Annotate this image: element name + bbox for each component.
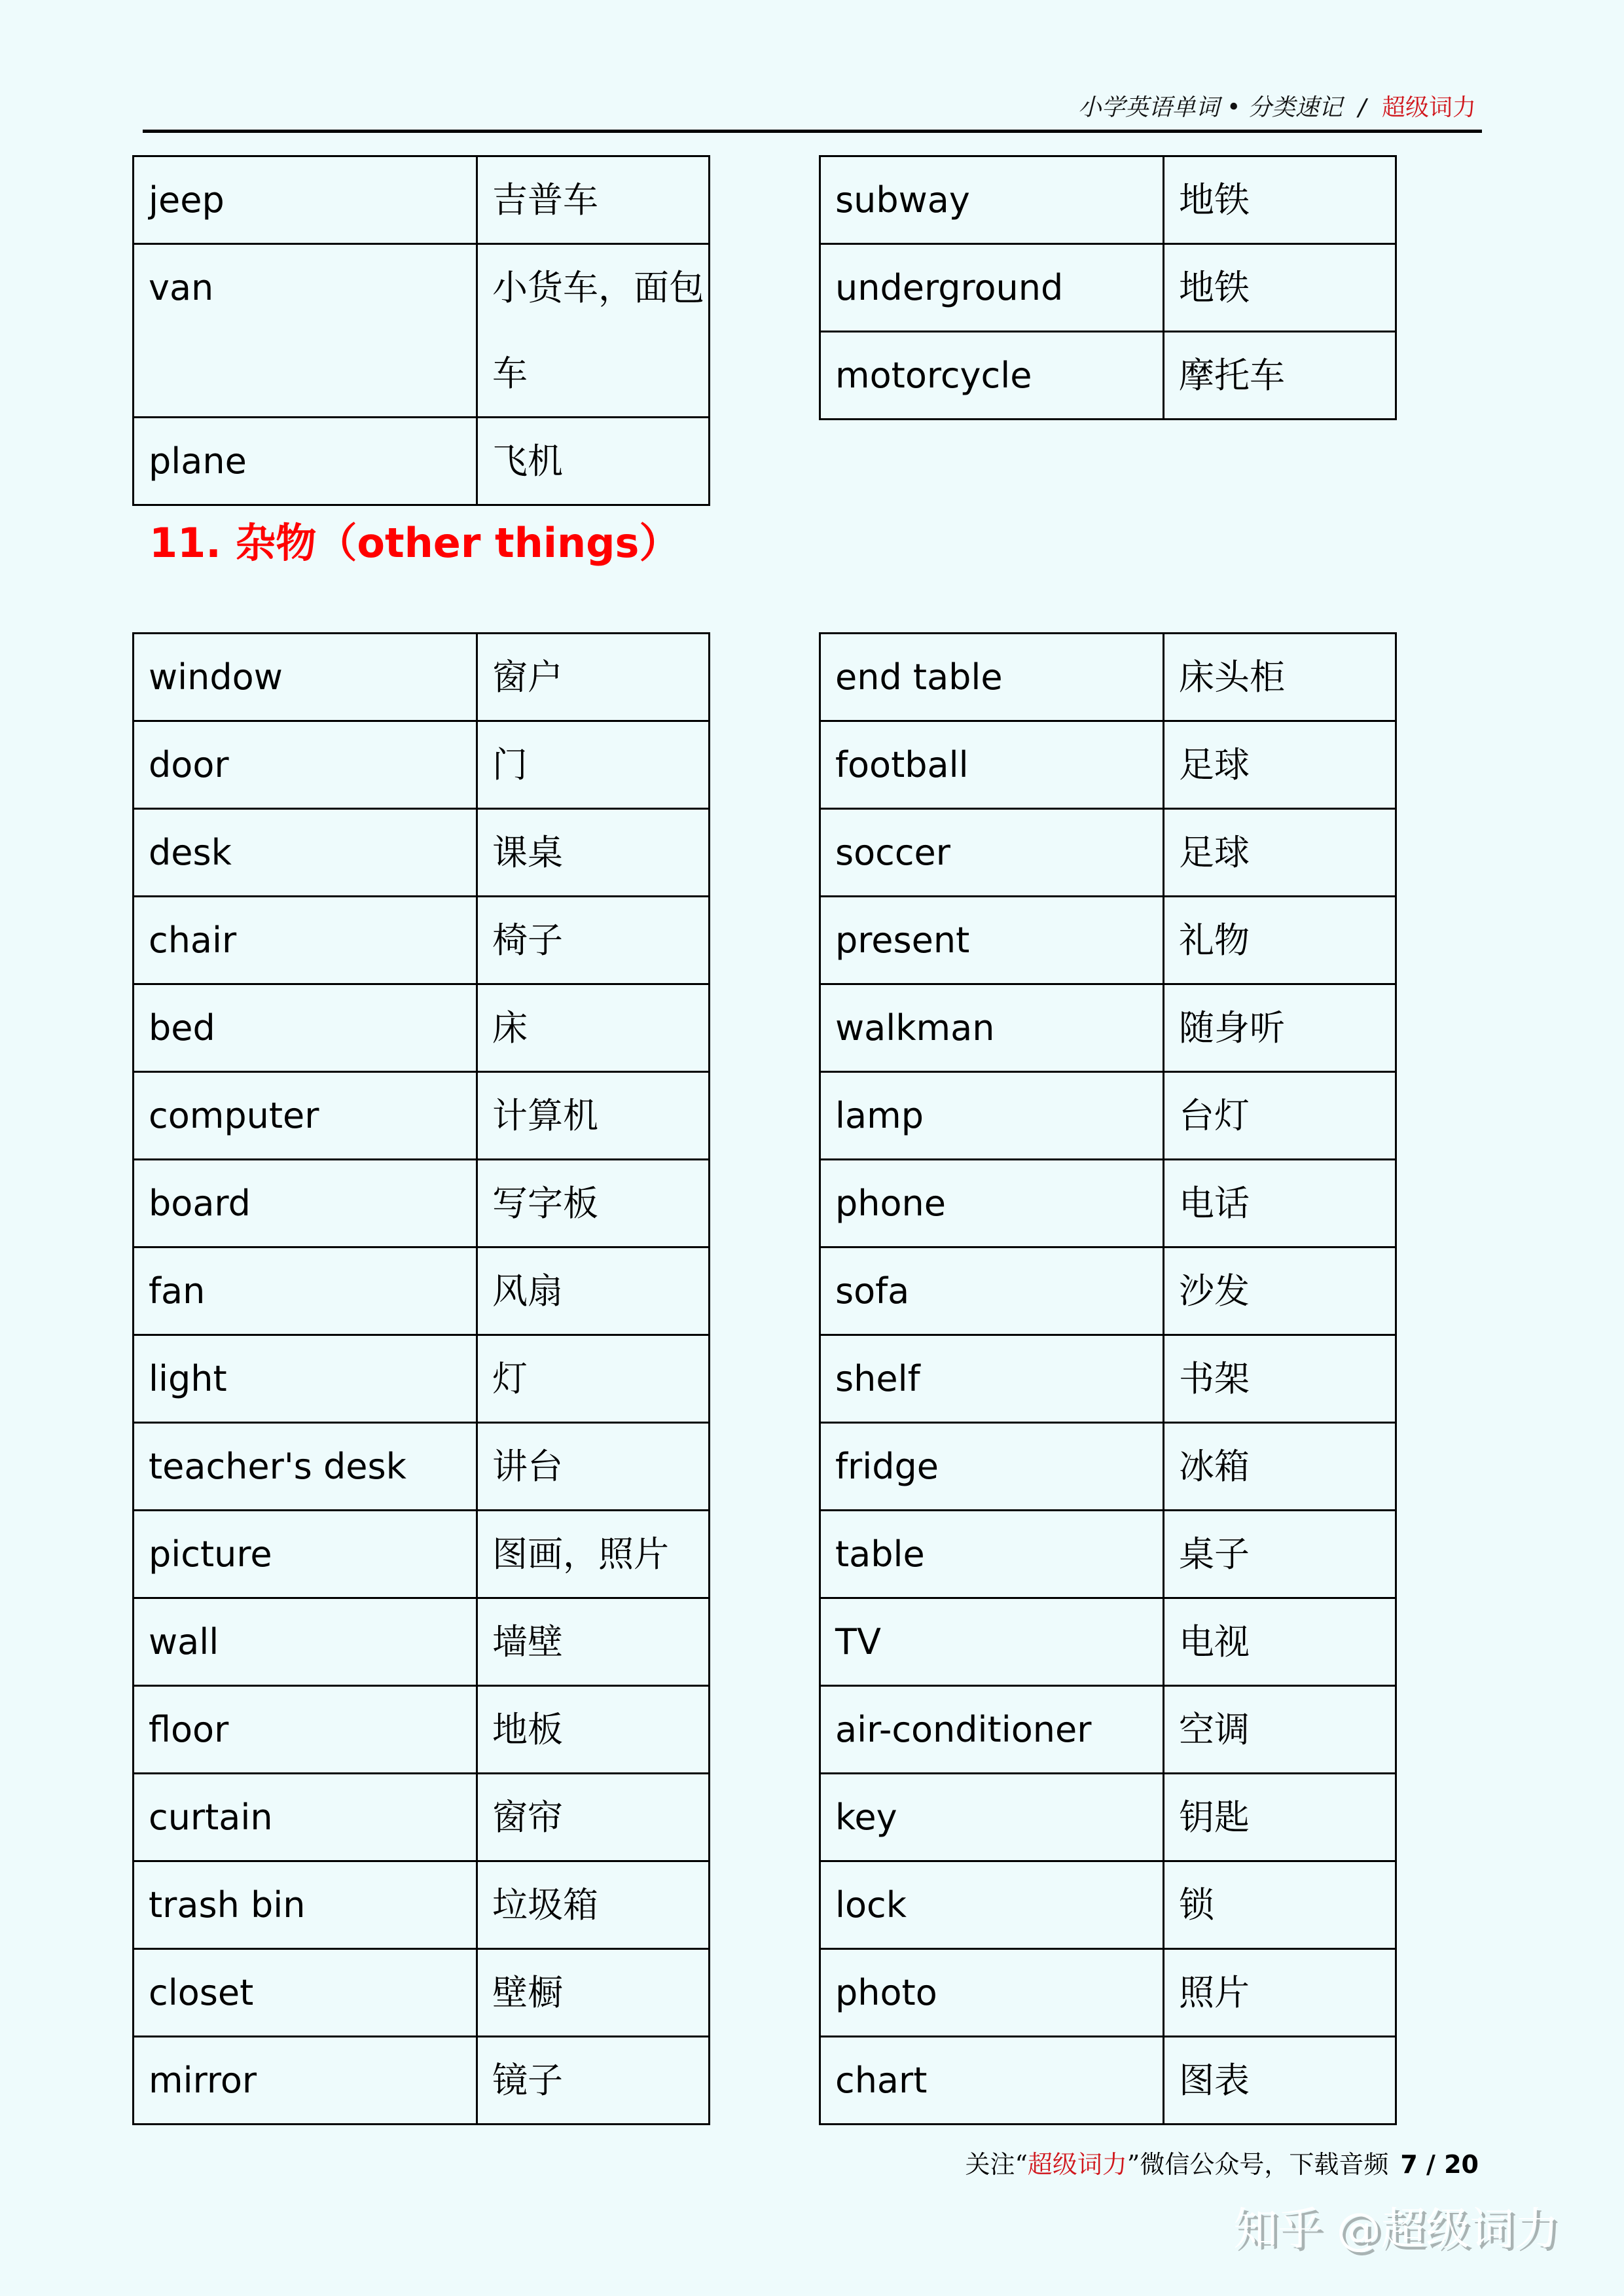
chinese-meaning: 吉普车	[477, 156, 710, 244]
chinese-meaning: 礼物	[1164, 897, 1396, 984]
chinese-meaning: 图画，照片	[477, 1511, 710, 1598]
chinese-meaning: 空调	[1164, 1686, 1396, 1774]
footer-prefix: 关注“	[965, 2150, 1028, 2179]
chinese-meaning: 灯	[477, 1335, 710, 1423]
table-row	[820, 1774, 1396, 1861]
english-word: light	[134, 1335, 477, 1423]
english-word: key	[820, 1774, 1164, 1861]
table-row	[134, 809, 710, 897]
english-word: trash bin	[134, 1861, 477, 1949]
english-word: jeep	[134, 156, 477, 244]
table-row	[134, 1774, 710, 1861]
chinese-meaning: 床头柜	[1164, 634, 1396, 721]
english-word: wall	[134, 1598, 477, 1686]
english-word: chair	[134, 897, 477, 984]
chinese-meaning: 飞机	[477, 418, 710, 505]
chinese-meaning: 风扇	[477, 1247, 710, 1335]
table-row	[134, 1861, 710, 1949]
chinese-meaning: 足球	[1164, 721, 1396, 809]
english-word: chart	[820, 2037, 1164, 2125]
table-row	[820, 984, 1396, 1072]
chinese-meaning: 地铁	[1164, 244, 1396, 332]
chinese-meaning: 书架	[1164, 1335, 1396, 1423]
chinese-meaning: 地铁	[1164, 156, 1396, 244]
english-word: van	[134, 244, 477, 418]
chinese-meaning: 床	[477, 984, 710, 1072]
table-row	[820, 634, 1396, 721]
chinese-meaning: 门	[477, 721, 710, 809]
english-word: floor	[134, 1686, 477, 1774]
chinese-meaning: 计算机	[477, 1072, 710, 1160]
table-row	[134, 2037, 710, 2125]
table-row	[820, 1511, 1396, 1598]
chinese-meaning: 冰箱	[1164, 1423, 1396, 1511]
other-things-table-left	[132, 632, 710, 2125]
english-word: air-conditioner	[820, 1686, 1164, 1774]
chinese-meaning: 电话	[1164, 1160, 1396, 1247]
table-row	[820, 721, 1396, 809]
table-row	[820, 1247, 1396, 1335]
english-word: picture	[134, 1511, 477, 1598]
english-word: soccer	[820, 809, 1164, 897]
chinese-meaning: 写字板	[477, 1160, 710, 1247]
table-row	[820, 332, 1396, 420]
table-row	[134, 1949, 710, 2037]
english-word: phone	[820, 1160, 1164, 1247]
chinese-meaning: 墙壁	[477, 1598, 710, 1686]
chinese-meaning: 地板	[477, 1686, 710, 1774]
english-word: closet	[134, 1949, 477, 2037]
english-word: board	[134, 1160, 477, 1247]
table-row	[134, 418, 710, 505]
chinese-meaning: 台灯	[1164, 1072, 1396, 1160]
english-word: lamp	[820, 1072, 1164, 1160]
english-word: table	[820, 1511, 1164, 1598]
header-brand: 超级词力	[1381, 94, 1476, 121]
table-row	[820, 2037, 1396, 2125]
chinese-meaning: 垃圾箱	[477, 1861, 710, 1949]
table-row	[820, 1160, 1396, 1247]
chinese-meaning: 窗帘	[477, 1774, 710, 1861]
english-word: fan	[134, 1247, 477, 1335]
table-row	[820, 1598, 1396, 1686]
table-row	[820, 1949, 1396, 2037]
chinese-meaning: 壁橱	[477, 1949, 710, 2037]
page-footer	[965, 2148, 1479, 2181]
english-word: lock	[820, 1861, 1164, 1949]
english-word: teacher's desk	[134, 1423, 477, 1511]
english-word: fridge	[820, 1423, 1164, 1511]
chinese-meaning: 桌子	[1164, 1511, 1396, 1598]
table-row	[134, 1160, 710, 1247]
english-word: end table	[820, 634, 1164, 721]
english-word: mirror	[134, 2037, 477, 2125]
table-row	[820, 1072, 1396, 1160]
header-rule	[143, 130, 1482, 133]
english-word: bed	[134, 984, 477, 1072]
chinese-meaning: 摩托车	[1164, 332, 1396, 420]
other-things-table-right	[819, 632, 1397, 2125]
header-separator: /	[1358, 94, 1366, 121]
transport-table-left	[132, 155, 710, 506]
english-word: subway	[820, 156, 1164, 244]
chinese-meaning: 钥匙	[1164, 1774, 1396, 1861]
chinese-meaning: 讲台	[477, 1423, 710, 1511]
english-word: photo	[820, 1949, 1164, 2037]
page-header	[1078, 92, 1476, 124]
table-row	[820, 244, 1396, 332]
english-word: sofa	[820, 1247, 1164, 1335]
table-row	[820, 1423, 1396, 1511]
table-row	[820, 809, 1396, 897]
table-row	[820, 1335, 1396, 1423]
table-row	[820, 897, 1396, 984]
table-row	[134, 1423, 710, 1511]
table-row	[134, 1686, 710, 1774]
english-word: window	[134, 634, 477, 721]
english-word: TV	[820, 1598, 1164, 1686]
english-word: shelf	[820, 1335, 1164, 1423]
table-row	[134, 721, 710, 809]
english-word: walkman	[820, 984, 1164, 1072]
table-row	[820, 1686, 1396, 1774]
table-row	[134, 634, 710, 721]
page-number: 7 / 20	[1400, 2150, 1479, 2179]
chinese-meaning: 窗户	[477, 634, 710, 721]
english-word: present	[820, 897, 1164, 984]
table-row	[134, 984, 710, 1072]
chinese-meaning: 小货车，面包车	[477, 244, 710, 418]
table-row	[134, 1598, 710, 1686]
chinese-meaning: 电视	[1164, 1598, 1396, 1686]
table-row	[134, 1247, 710, 1335]
table-row	[134, 244, 710, 418]
table-row	[134, 1511, 710, 1598]
english-word: curtain	[134, 1774, 477, 1861]
english-word: desk	[134, 809, 477, 897]
chinese-meaning: 沙发	[1164, 1247, 1396, 1335]
english-word: plane	[134, 418, 477, 505]
chinese-meaning: 照片	[1164, 1949, 1396, 2037]
table-row	[134, 1072, 710, 1160]
footer-brand: 超级词力	[1027, 2150, 1127, 2179]
chinese-meaning: 随身听	[1164, 984, 1396, 1072]
english-word: underground	[820, 244, 1164, 332]
table-row	[134, 156, 710, 244]
table-row	[134, 1335, 710, 1423]
table-row	[820, 1861, 1396, 1949]
header-subtitle: 小学英语单词 • 分类速记	[1077, 94, 1343, 121]
english-word: football	[820, 721, 1164, 809]
table-row	[134, 897, 710, 984]
chinese-meaning: 锁	[1164, 1861, 1396, 1949]
transport-table-right	[819, 155, 1397, 420]
chinese-meaning: 足球	[1164, 809, 1396, 897]
chinese-meaning: 椅子	[477, 897, 710, 984]
section-heading: 11. 杂物（other things）	[149, 519, 680, 567]
english-word: computer	[134, 1072, 477, 1160]
chinese-meaning: 课桌	[477, 809, 710, 897]
english-word: motorcycle	[820, 332, 1164, 420]
english-word: door	[134, 721, 477, 809]
footer-suffix: ”微信公众号，下载音频	[1127, 2150, 1389, 2179]
chinese-meaning: 镜子	[477, 2037, 710, 2125]
watermark: 知乎 @超级词力	[1233, 2204, 1559, 2255]
chinese-meaning: 图表	[1164, 2037, 1396, 2125]
table-row	[820, 156, 1396, 244]
